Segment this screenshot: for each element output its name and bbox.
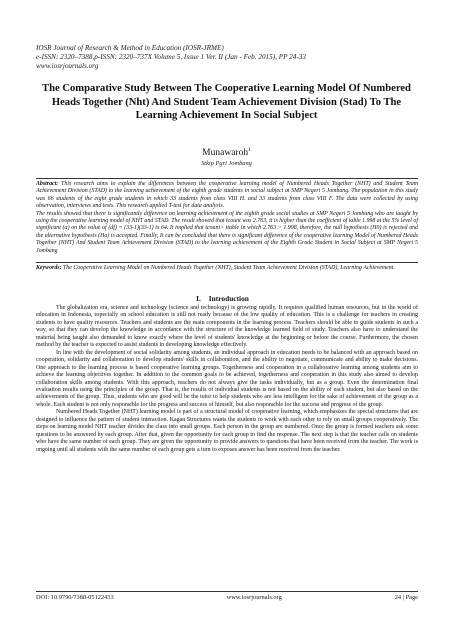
section-heading [0,294,453,303]
footer-rule [36,591,418,592]
author-mark: 1 [248,147,251,153]
paragraph: The globalization era, science and technology (science and technology) is growing rapidly. It requires qualified human resources, but in the world of education in Indonesia, especially on school education is still not ready because of the low quality of education. This is a challenge for teachers in creating students to have quality resources. Teachers and students are the main components in the learning process. Teachers should be able to guide students in such a way, so that they can develop the knowledge in accordance with the structure of the knowledge learned field of study. Teachers also have to understand the material being taught also demanded to know exactly where the level of students' knowledge at the beginning or before the course. Furthermore, the chosen method by the teacher is expected to assist students in developing knowledge effectively. [36,305,418,349]
footer-doi: DOI: 10.9790/7388-05122433 [36,594,114,601]
abstract-results: The results showed that there is significantly difference on learning achievement of the eighth grade social studies at SMP Negeri 5 Jombang who are taught by using the cooperative learning model of NHT and STAD. The result showed that tcount was 2.763, it is higher than the coefficient of table 1.998 at the 5% level of significant (α) on the value of (df) = (33-1)(33-1) is 64. It implied that tcount> ttable in which 2.763 > 1.998, therefore, the null hypothesis (H0) is rejected and the alternative hypothesis (Ha) is accepted. Finally, It can be concluded that there is significant difference of the cooperative learning Model of Numbered Heads Together (NHT) And Student Team Achievement Division (STAD) to the learning achievement of the Eighth Grade Student in Social Subject at SMP Negeri 5 Jombang [36,210,418,254]
journal-name: IOSR Journal of Research & Method in Education (IOSR-JRME) [36,44,224,52]
footer-site: www.iosrjournals.org [226,594,282,601]
keywords-label: Keywords: [36,265,62,271]
page-footer [36,594,418,601]
author [0,147,453,158]
section-title: Introduction [208,294,249,303]
abstract-top-rule [36,178,418,179]
author-name: Munawaroh [202,148,249,159]
journal-issn: e-ISSN: 2320–7388,p-ISSN: 2320–737X Volume 5, Issue 1 Ver. II (Jan - Feb. 2015), PP 24-33 [36,53,306,61]
paragraph: In line with the development of social solidarity among students, an individual approach in education needs to be balanced with an approach based on cooperation, solidarity and collaboration to develop students' skills in collaboration, and the ability to negotiate, communicate and ability to make decisions. One approach to the learning process is based cooperative learning groups. Togetherness and cooperation in a collaborative learning among students aim to achieve the learning objectives together. In addition to the common goals to be achieved, togetherness and cooperation in this study also aimed to develop collaboration skills among students. With this approach, teachers do not always give the tasks individually, but as a group. Even the determination final evaluation results using the principles of the group. That is, the results of individual students is not based on the ability of each student, but also based on the achievements of the group. Thus, students who are good will be the tutor to help students who are less intelligent for the sake of achievement of the group as a whole. Each student is not only responsible for the progress and success of himself, but also responsible for the success and progress of the group. [36,349,418,408]
journal-header [36,44,426,71]
section-number: I. [196,294,201,303]
keywords-text: The Cooperative Learning Model on Numbered Heads Together (NHT), Student Team Achievement Division (STAD), Learning Achievement. [61,265,395,271]
paper-title: The Comparative Study Between The Cooperative Learning Model Of Numbered Heads Together (Nht) And Student Team Achievement Division (Stad) To The Learning Achievement In Social Subject [42,83,411,122]
abstract-label: Abstract: [36,181,59,187]
abstract-text: This research aims to explain the differences between the cooperative learning model of Numbered Heads Together (NHT) and Student Team Achievement Division (STAD) to the learning achievement of the eighth grade students in social subject at SMP Negeri 5 Jombang. The population in this study was 66 students of the eight grade students in which 33 students from class VIII H. and 33 students from class VIII F. The data were collected by using observation, interviews and tests. This research applied T-test for data analysis. [36,181,418,210]
body-text [36,305,418,454]
journal-website: www.iosrjournals.org [36,62,99,70]
abstract-bottom-rule [36,262,418,263]
keywords [36,265,418,272]
author-affiliation: Stkip Pgri Jombang [201,160,252,167]
paragraph: Numbered Heads Together (NHT) learning model is part of a structural model of cooperative learning, which emphasizes the special structures that are designed to influence the pattern of student interaction. Kagan Structures wants the students to work with each other to rely on small groups cooperatively. The steps on learning model NHT teacher divides the class into small groups. Each person in the group are numbered. Once the group is formed teachers ask some questions to be answered by each group. After that, given the opportunity for each group to find the response. The next step is that the teacher calls on students who have the same number of each group. They are given the opportunity to provide answers to questions that have been received from the teacher. The work is ongoing until all students with the same number of each group gets a turn to exposes answer has been received from the teacher. [36,409,418,453]
footer-page: 24 | Page [394,594,418,601]
abstract [36,181,418,255]
